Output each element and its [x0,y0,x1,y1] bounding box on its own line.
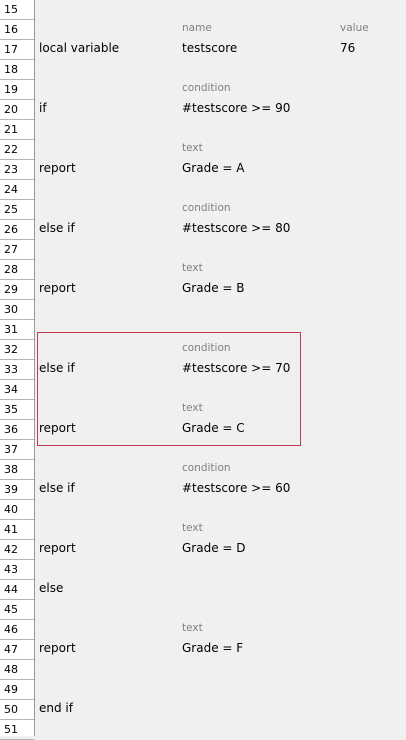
report-text-field[interactable]: Grade = B [182,281,245,295]
row-number[interactable]: 46 [0,620,34,640]
command-report[interactable]: report [39,421,76,435]
selection-highlight [37,332,301,446]
row-number[interactable]: 29 [0,280,34,300]
condition-label: condition [182,82,231,94]
row-number[interactable]: 51 [0,720,34,740]
row-number[interactable]: 15 [0,0,34,20]
text-label: text [182,402,203,414]
row-number[interactable]: 41 [0,520,34,540]
text-label: text [182,622,203,634]
command-report[interactable]: report [39,641,76,655]
report-text-field[interactable]: Grade = F [182,641,244,655]
command-else-if[interactable]: else if [39,361,75,375]
row-number[interactable]: 48 [0,660,34,680]
row-number[interactable]: 40 [0,500,34,520]
value-label: value [340,22,369,34]
condition-field[interactable]: #testscore >= 80 [182,221,291,235]
row-number[interactable]: 19 [0,80,34,100]
report-text-field[interactable]: Grade = A [182,161,245,175]
row-number[interactable]: 28 [0,260,34,280]
row-number[interactable]: 31 [0,320,34,340]
command-else-if[interactable]: else if [39,481,75,495]
condition-label: condition [182,462,231,474]
row-number[interactable]: 35 [0,400,34,420]
row-number[interactable]: 21 [0,120,34,140]
row-number[interactable]: 16 [0,20,34,40]
row-number[interactable]: 24 [0,180,34,200]
row-number[interactable]: 47 [0,640,34,660]
name-label: name [182,22,212,34]
command-local-variable[interactable]: local variable [39,41,120,55]
row-number[interactable]: 25 [0,200,34,220]
text-label: text [182,522,203,534]
text-label: text [182,262,203,274]
row-number[interactable]: 37 [0,440,34,460]
report-text-field[interactable]: Grade = D [182,541,246,555]
command-else-if[interactable]: else if [39,221,75,235]
row-number[interactable]: 30 [0,300,34,320]
row-number[interactable]: 22 [0,140,34,160]
row-number[interactable]: 27 [0,240,34,260]
row-number[interactable]: 17 [0,40,34,60]
command-end-if[interactable]: end if [39,701,73,715]
row-number[interactable]: 44 [0,580,34,600]
row-number[interactable]: 38 [0,460,34,480]
condition-label: condition [182,342,231,354]
row-number[interactable]: 49 [0,680,34,700]
condition-label: condition [182,202,231,214]
text-label: text [182,142,203,154]
row-number[interactable]: 20 [0,100,34,120]
row-number[interactable]: 23 [0,160,34,180]
row-number[interactable]: 43 [0,560,34,580]
condition-field[interactable]: #testscore >= 60 [182,481,291,495]
row-number-gutter [0,0,35,736]
variable-value-field[interactable]: 76 [340,41,356,55]
command-report[interactable]: report [39,281,76,295]
row-number[interactable]: 39 [0,480,34,500]
variable-name-field[interactable]: testscore [182,41,238,55]
row-number[interactable]: 50 [0,700,34,720]
row-number[interactable]: 34 [0,380,34,400]
command-report[interactable]: report [39,541,76,555]
report-text-field[interactable]: Grade = C [182,421,245,435]
condition-field[interactable]: #testscore >= 90 [182,101,291,115]
command-report[interactable]: report [39,161,76,175]
row-number[interactable]: 42 [0,540,34,560]
command-else[interactable]: else [39,581,64,595]
row-number[interactable]: 36 [0,420,34,440]
condition-field[interactable]: #testscore >= 70 [182,361,291,375]
row-number[interactable]: 26 [0,220,34,240]
row-number[interactable]: 33 [0,360,34,380]
row-number[interactable]: 32 [0,340,34,360]
row-number[interactable]: 45 [0,600,34,620]
row-number[interactable]: 18 [0,60,34,80]
command-if[interactable]: if [39,101,47,115]
